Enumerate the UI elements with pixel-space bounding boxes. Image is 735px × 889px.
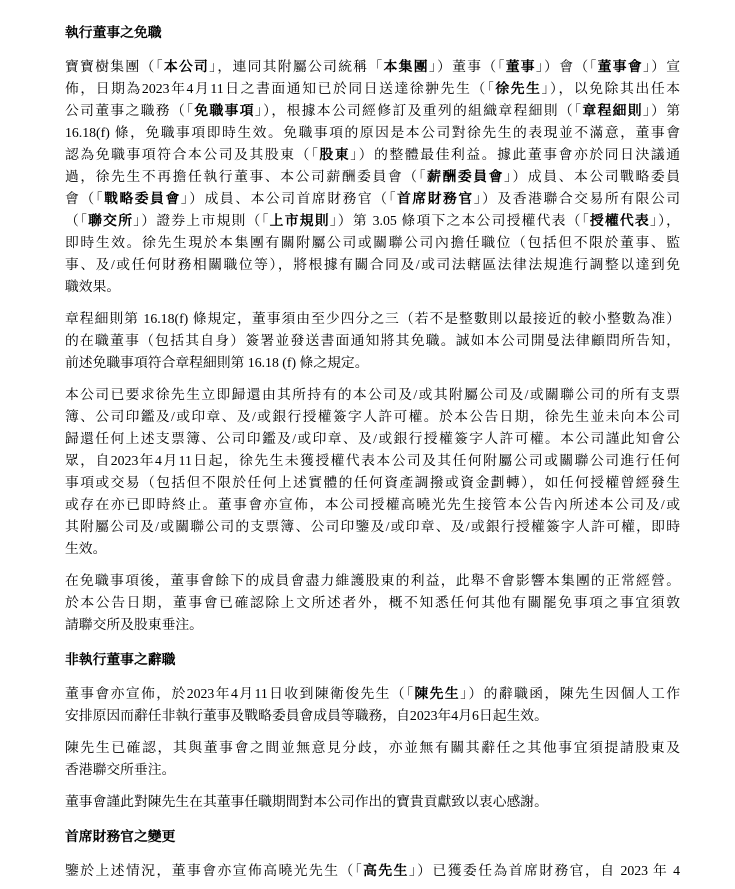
paragraph-line: 陳先生已確認，其與董事會之間並無意見分歧，亦並無有關其辭任之其他事宜須提請股東及 — [65, 740, 680, 755]
paragraph-line: 鑒於上述情況，董事會亦宣佈高曉光先生（「高先生」）已獲委任為首席財務官，自 2023 年 4 — [65, 863, 681, 878]
paragraph-line: 歸還任何上述支票簿、公司印鑑及/或印章、及/或銀行授權簽字人許可權。本公司謹此知會公 — [65, 431, 680, 446]
section — [65, 826, 680, 882]
paragraph-line: 安排原因而辭任非執行董事及戰略委員會成員等職務，自2023年4月6日起生效。 — [65, 708, 548, 723]
defined-term: 股東 — [319, 147, 351, 162]
defined-term: 董事 — [505, 59, 536, 74]
paragraph-line: 的在職董事（包括其自身）簽署並發送書面通知將其免職。誠如本公司開曼法律顧問所告知， — [65, 333, 680, 348]
paragraph-line: （「聯交所」）證券上市規則（「上市規則」）第 3.05 條項下之本公司授權代表（「授權代表」）， — [65, 213, 680, 228]
paragraph-line: 會（「戰略委員會」）成員、本公司首席財務官（「首席財務官」）及香港聯合交易所有限公司 — [65, 191, 680, 206]
paragraph-line: 簿、公司印鑑及/或印章、及/或銀行授權簽字人許可權。於本公告日期，徐先生並未向本公司 — [65, 409, 680, 424]
section-heading: 首席財務官之變更 — [65, 829, 176, 844]
paragraph-line: 本公司已要求徐先生立即歸還由其所持有的本公司及/或其附屬公司及/或關聯公司的所有支票 — [65, 387, 680, 402]
paragraph-line: 或存在亦已即時終止。董事會亦宣佈，本公司授權高曉光先生接管本公告內所述本公司及/或 — [65, 497, 680, 512]
paragraph — [65, 683, 680, 727]
paragraph-line: 佈，日期為2023年4月11日之書面通知已於同日送達徐翀先生（「徐先生」），以免除其出任本 — [65, 81, 681, 96]
section — [65, 649, 680, 823]
paragraph-line: 於本公告日期，董事會已確認除上文所述者外，概不知悉任何其他有關罷免事項之事宜須敦 — [65, 595, 680, 610]
paragraph-line: 公司董事之職務（「免職事項」），根據本公司經修訂及重列的組織章程細則（「章程細則」）第 — [65, 103, 681, 118]
paragraph — [65, 860, 680, 882]
defined-term: 聯交所 — [88, 213, 134, 228]
defined-term: 首席財務官 — [397, 191, 474, 206]
paragraph-line: 事、及/或任何財務相關職位等），將根據有關合同及/或司法轄區法律法規進行調整以達到免 — [65, 257, 680, 272]
paragraph-line: 認為免職事項符合本公司及其股東（「股東」）的整體最佳利益。據此董事會亦於同日決議通 — [65, 147, 681, 162]
paragraph — [65, 570, 680, 636]
paragraph-line: 職效果。 — [65, 279, 121, 294]
section — [65, 22, 680, 646]
defined-term: 本公司 — [163, 59, 210, 74]
paragraph-line: 其附屬公司及/或關聯公司的支票簿、公司印鑒及/或印章、及/或銀行授權簽字人許可權，即時 — [65, 519, 680, 534]
defined-term: 本集團 — [383, 59, 429, 74]
section-heading: 執行董事之免職 — [65, 25, 162, 40]
defined-term: 高先生 — [363, 863, 409, 878]
announcement-body — [65, 22, 680, 882]
paragraph-line: 事項或交易（包括但不限於任何上述實體的任何資產調撥或資金劃轉），如任何授權曾經發生 — [65, 475, 680, 490]
paragraph-line: 寶寶樹集團（「本公司」，連同其附屬公司統稱「本集團」）董事（「董事」）會（「董事會」）宣 — [65, 59, 681, 74]
paragraph — [65, 308, 680, 374]
paragraph-line: 董事會謹此對陳先生在其董事任職期間對本公司作出的寶貴貢獻致以衷心感謝。 — [65, 794, 548, 809]
defined-term: 章程細則 — [582, 103, 643, 118]
paragraph-line: 過，徐先生不再擔任執行董事、本公司薪酬委員會（「薪酬委員會」）成員、本公司戰略委員 — [65, 169, 681, 184]
paragraph-line: 董事會亦宣佈，於2023年4月11日收到陳衛俊先生（「陳先生」）的辭職函，陳先生因個人工作 — [65, 686, 681, 701]
paragraph-line: 生效。 — [65, 541, 107, 556]
defined-term: 戰略委員會 — [104, 191, 181, 206]
paragraph-line: 眾，自2023年4月11日起，徐先生未獲授權代表本公司及其任何附屬公司或關聯公司進行任何 — [65, 453, 680, 468]
defined-term: 上市規則 — [269, 213, 330, 228]
defined-term: 董事會 — [597, 59, 643, 74]
section-heading: 非執行董事之辭職 — [65, 652, 176, 667]
defined-term: 徐先生 — [495, 81, 542, 96]
defined-term: 授權代表 — [589, 213, 650, 228]
paragraph-line: 章程細則第 16.18(f) 條規定，董事須由至少四分之三（若不是整數則以最接近的較小整數為准） — [65, 311, 680, 326]
paragraph — [65, 56, 680, 298]
paragraph — [65, 791, 680, 813]
defined-term: 免職事項 — [194, 103, 255, 118]
paragraph-line: 在免職事項後，董事會餘下的成員會盡力維護股東的利益，此舉不會影響本集團的正常經營。 — [65, 573, 680, 588]
paragraph-line: 即時生效。徐先生現於本集團有關附屬公司或關聯公司內擔任職位（包括但不限於董事、監 — [65, 235, 680, 250]
paragraph — [65, 384, 680, 560]
defined-term: 陳先生 — [414, 686, 461, 701]
paragraph-line: 前述免職事項符合章程細則第 16.18 (f) 條之規定。 — [65, 355, 369, 370]
paragraph-line: 請聯交所及股東垂注。 — [65, 617, 203, 632]
paragraph — [65, 737, 680, 781]
defined-term: 薪酬委員會 — [427, 169, 504, 184]
paragraph-line: 香港聯交所垂注。 — [65, 762, 176, 777]
paragraph-line: 16.18(f) 條，免職事項即時生效。免職事項的原因是本公司對徐先生的表現並不滿意，董事會 — [65, 125, 680, 140]
